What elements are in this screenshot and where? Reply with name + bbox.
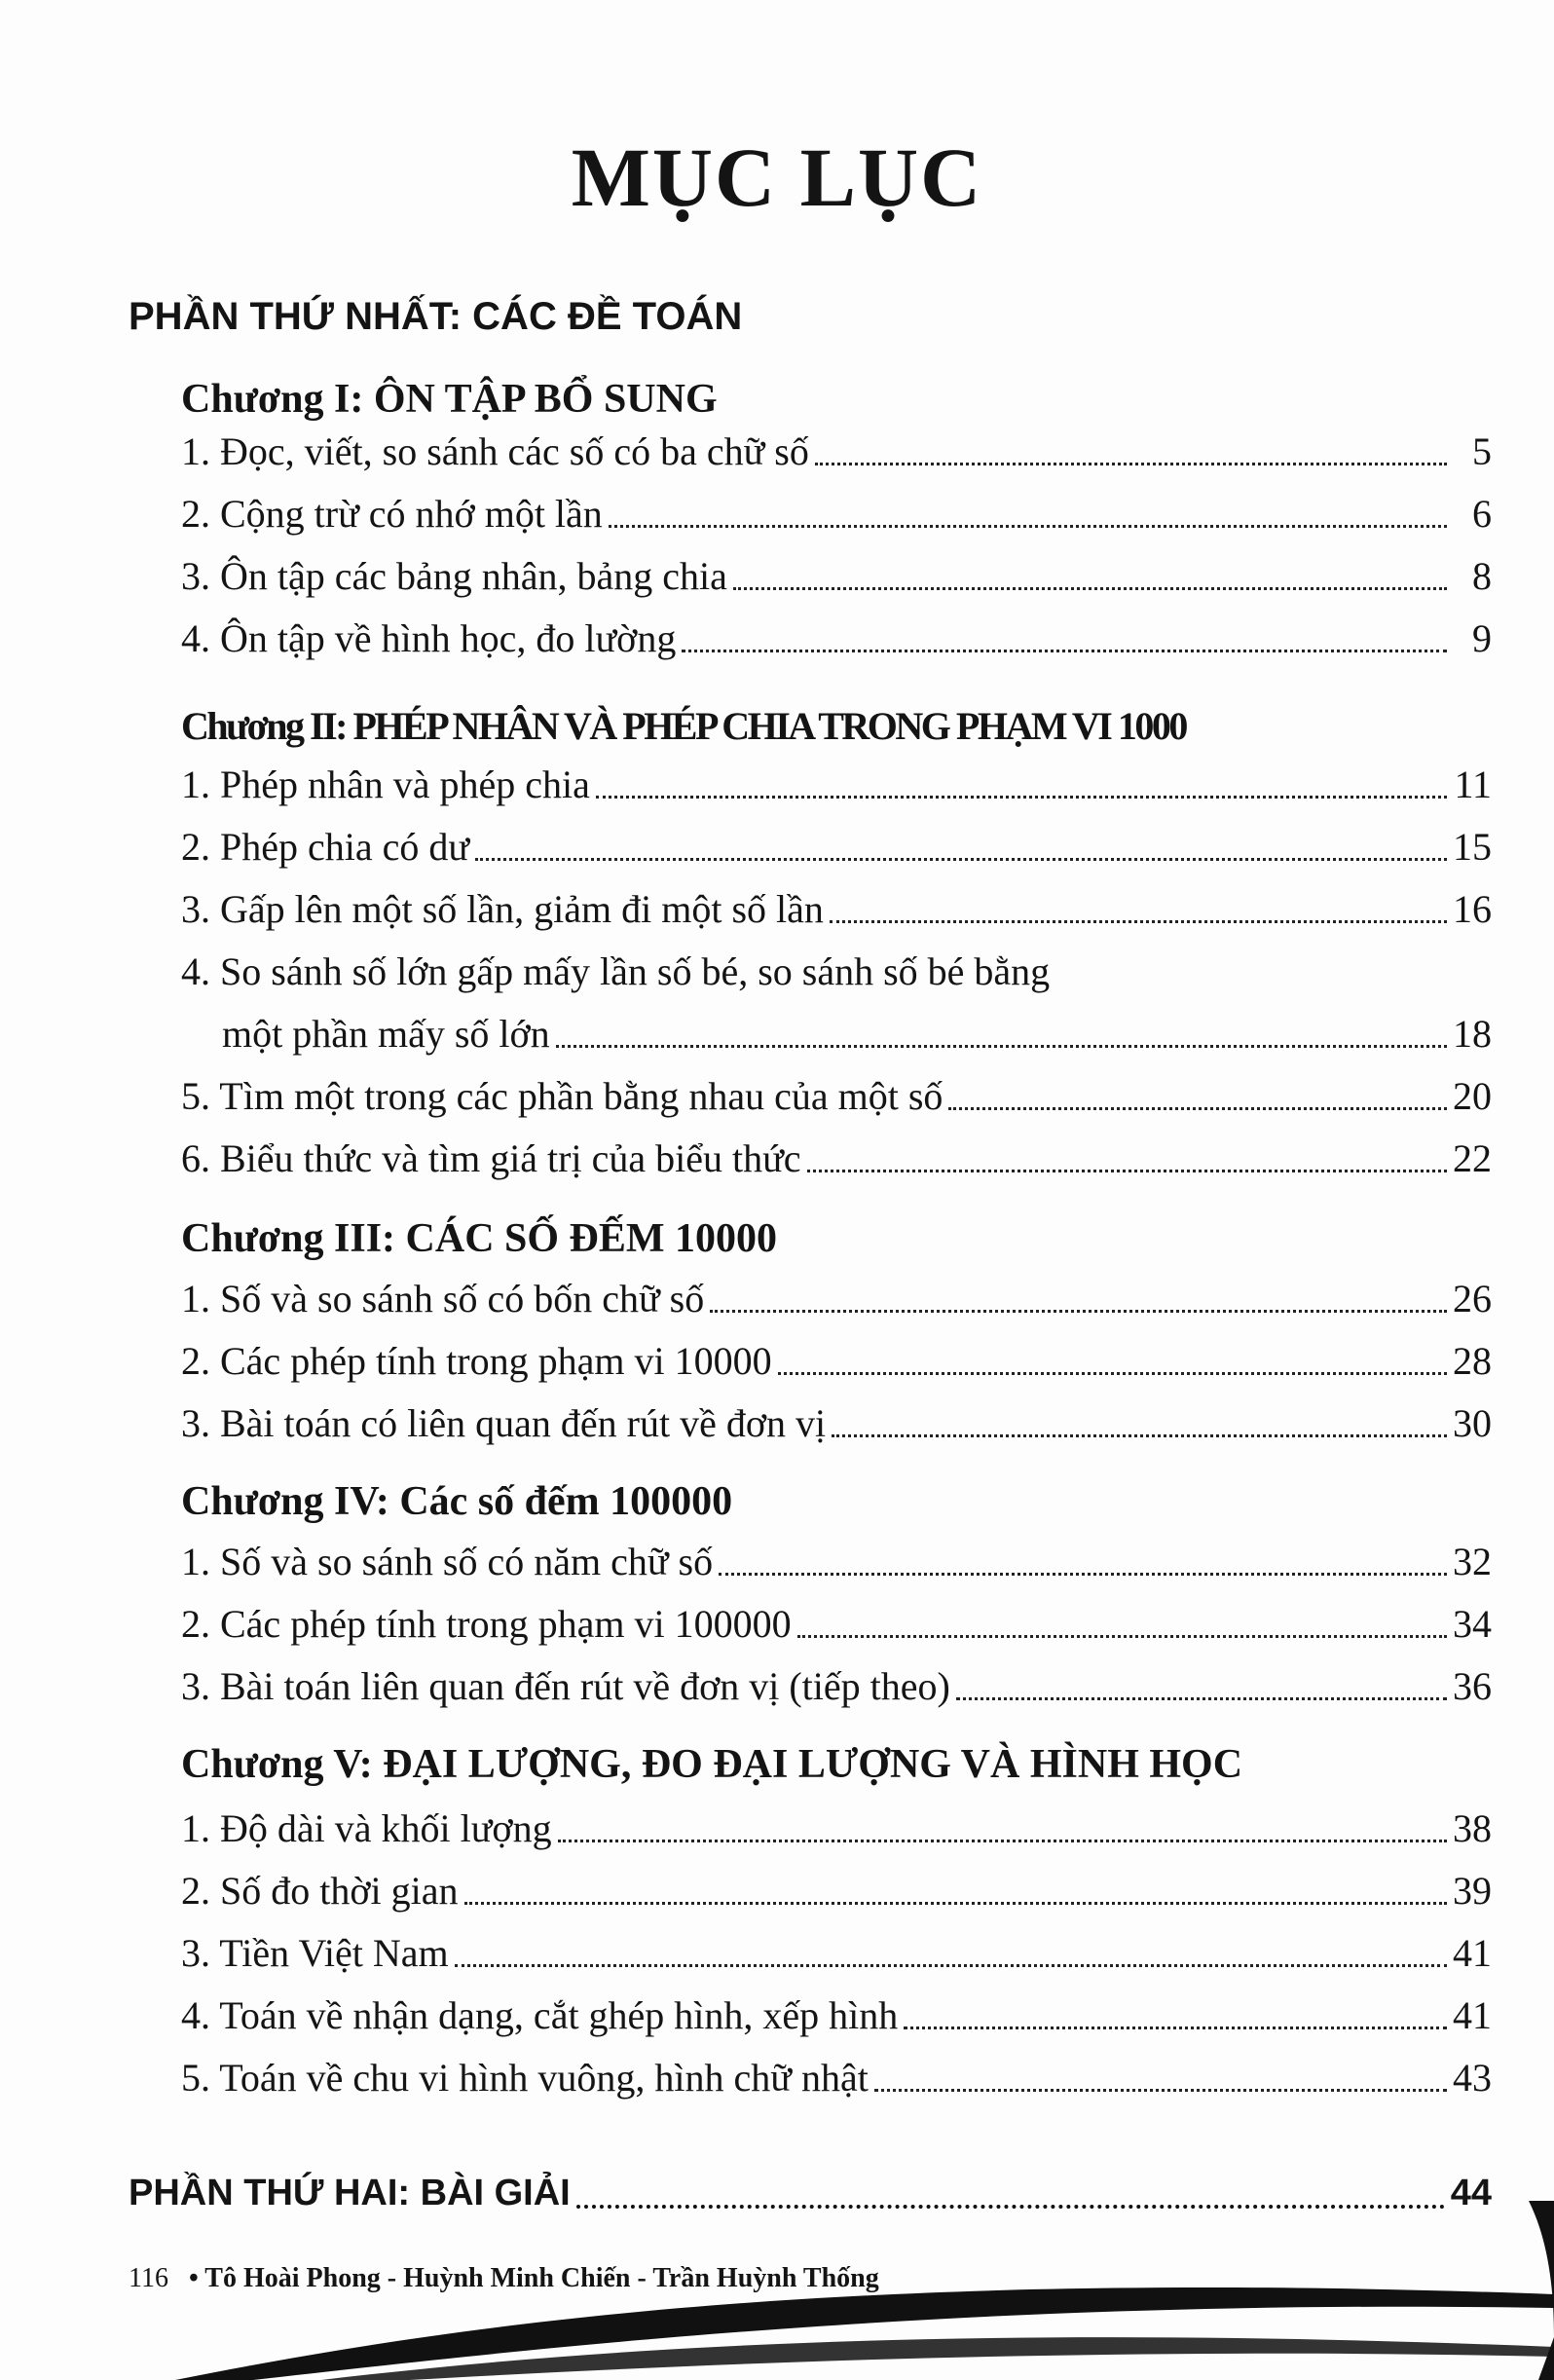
entry-page: 9 (1472, 616, 1492, 660)
part-two-page: 44 (1450, 2173, 1492, 2213)
dot-leader (904, 2027, 1447, 2029)
entry-page: 6 (1472, 492, 1492, 536)
page-title: MỤC LỤC (571, 130, 983, 224)
entry-label: 2. Cộng trừ có nhớ một lần (181, 492, 603, 536)
entry-label: 5. Toán về chu vi hình vuông, hình chữ nhật (181, 2056, 869, 2100)
toc-entry (181, 1334, 1492, 1389)
dot-leader (733, 587, 1447, 590)
entry-page: 5 (1472, 429, 1492, 473)
toc-entry (181, 1802, 1492, 1856)
entry-page: 32 (1453, 1540, 1492, 1583)
entry-label: 2. Các phép tính trong phạm vi 100000 (181, 1602, 792, 1646)
toc-entry (181, 612, 1492, 666)
entry-label: 4. So sánh số lớn gấp mấy lần số bé, so sánh số bé bằng (181, 949, 1051, 993)
toc-entry (181, 1926, 1492, 1981)
entry-page: 20 (1453, 1074, 1492, 1118)
entry-label: 3. Ôn tập các bảng nhân, bảng chia (181, 554, 727, 598)
entry-page: 38 (1453, 1806, 1492, 1850)
entry-page: 36 (1453, 1664, 1492, 1708)
dot-leader (710, 1310, 1447, 1313)
dot-leader (830, 920, 1447, 923)
entry-label: 1. Số và so sánh số có bốn chữ số (181, 1277, 705, 1320)
dot-leader (596, 796, 1447, 799)
chapter-heading: Chương IV: Các số đếm 100000 (181, 1479, 733, 1524)
toc-entry (181, 1396, 1492, 1451)
dot-leader (807, 1170, 1447, 1172)
entry-label: 1. Số và so sánh số có năm chữ số (181, 1540, 714, 1583)
page-footer (129, 2259, 879, 2298)
footer-authors: Tô Hoài Phong - Huỳnh Minh Chiến - Trần Huỳnh Thống (204, 2263, 879, 2293)
entry-page: 41 (1453, 1931, 1492, 1975)
toc-entry (222, 1007, 1492, 1061)
toc-entry (181, 1535, 1492, 1589)
entry-label: 5. Tìm một trong các phần bằng nhau của một số (181, 1074, 944, 1118)
entry-label: 3. Tiền Việt Nam (181, 1931, 449, 1975)
dot-leader (609, 525, 1447, 528)
dot-leader (956, 1697, 1447, 1700)
toc-entry (181, 882, 1492, 937)
chapter-heading: Chương V: ĐẠI LƯỢNG, ĐO ĐẠI LƯỢNG VÀ HÌNH HỌC (181, 1742, 1243, 1787)
toc-entry (181, 1272, 1492, 1326)
dot-leader (475, 858, 1447, 861)
entry-label: 2. Các phép tính trong phạm vi 10000 (181, 1339, 772, 1383)
chapter-heading: Chương I: ÔN TẬP BỔ SUNG (181, 377, 718, 422)
entry-label: 1. Đọc, viết, so sánh các số có ba chữ số (181, 429, 809, 473)
entry-page: 15 (1453, 825, 1492, 869)
toc-entry (181, 2051, 1492, 2105)
toc-entry (181, 487, 1492, 541)
toc-entry (181, 1659, 1492, 1714)
entry-page: 34 (1453, 1602, 1492, 1646)
toc-entry (181, 425, 1492, 479)
entry-page: 30 (1453, 1401, 1492, 1445)
entry-label: 6. Biểu thức và tìm giá trị của biểu thức (181, 1136, 801, 1180)
entry-page: 11 (1454, 762, 1492, 806)
entry-label: 1. Độ dài và khối lượng (181, 1806, 552, 1850)
entry-page: 26 (1453, 1277, 1492, 1320)
entry-label: 3. Gấp lên một số lần, giảm đi một số lần (181, 887, 824, 931)
entry-page: 39 (1453, 1869, 1492, 1913)
entry-page: 8 (1472, 554, 1492, 598)
toc-entry (181, 758, 1492, 812)
part-one-heading: PHẦN THỨ NHẤT: CÁC ĐỀ TOÁN (129, 295, 743, 338)
entry-page: 22 (1453, 1136, 1492, 1180)
dot-leader (874, 2089, 1447, 2092)
entry-label: 2. Phép chia có dư (181, 825, 470, 869)
dot-leader (558, 1840, 1447, 1842)
dot-leader (778, 1372, 1447, 1375)
entry-label: 4. Ôn tập về hình học, đo lường (181, 616, 677, 660)
toc-entry (181, 1069, 1492, 1124)
footer-bullet: • (188, 2263, 199, 2293)
toc-entry (181, 549, 1492, 604)
entry-label: 3. Bài toán liên quan đến rút về đơn vị (tiếp theo) (181, 1664, 950, 1708)
entry-label-continuation: một phần mấy số lớn (222, 1012, 550, 1056)
dot-leader (815, 463, 1447, 465)
dot-leader (464, 1902, 1448, 1905)
toc-entry (181, 1132, 1492, 1186)
chapter-heading: Chương III: CÁC SỐ ĐẾM 10000 (181, 1216, 778, 1261)
entry-page: 43 (1453, 2056, 1492, 2100)
toc-entry (181, 1989, 1492, 2043)
entry-page: 16 (1453, 887, 1492, 931)
toc-entry (181, 1597, 1492, 1652)
dot-leader (948, 1107, 1447, 1110)
part-two-label: PHẦN THỨ HAI: BÀI GIẢI (129, 2173, 571, 2213)
toc-entry (181, 820, 1492, 874)
dot-leader (797, 1635, 1447, 1638)
entry-label: 3. Bài toán có liên quan đến rút về đơn vị (181, 1401, 827, 1445)
entry-label: 4. Toán về nhận dạng, cắt ghép hình, xếp hình (181, 1993, 899, 2037)
dot-leader (682, 650, 1447, 652)
dot-leader (556, 1045, 1447, 1048)
entry-label: 1. Phép nhân và phép chia (181, 762, 590, 806)
dot-leader (719, 1573, 1447, 1576)
entry-page: 18 (1453, 1012, 1492, 1056)
dot-leader (455, 1964, 1447, 1967)
entry-label: 2. Số đo thời gian (181, 1869, 459, 1913)
chapter-heading: Chương II: PHÉP NHÂN VÀ PHÉP CHIA TRONG PHẠM VI 1000 (181, 704, 1186, 748)
toc-entry (181, 1864, 1492, 1918)
entry-page: 41 (1453, 1993, 1492, 2037)
page-number: 116 (129, 2263, 168, 2293)
dot-leader (832, 1434, 1447, 1437)
entry-page: 28 (1453, 1339, 1492, 1383)
